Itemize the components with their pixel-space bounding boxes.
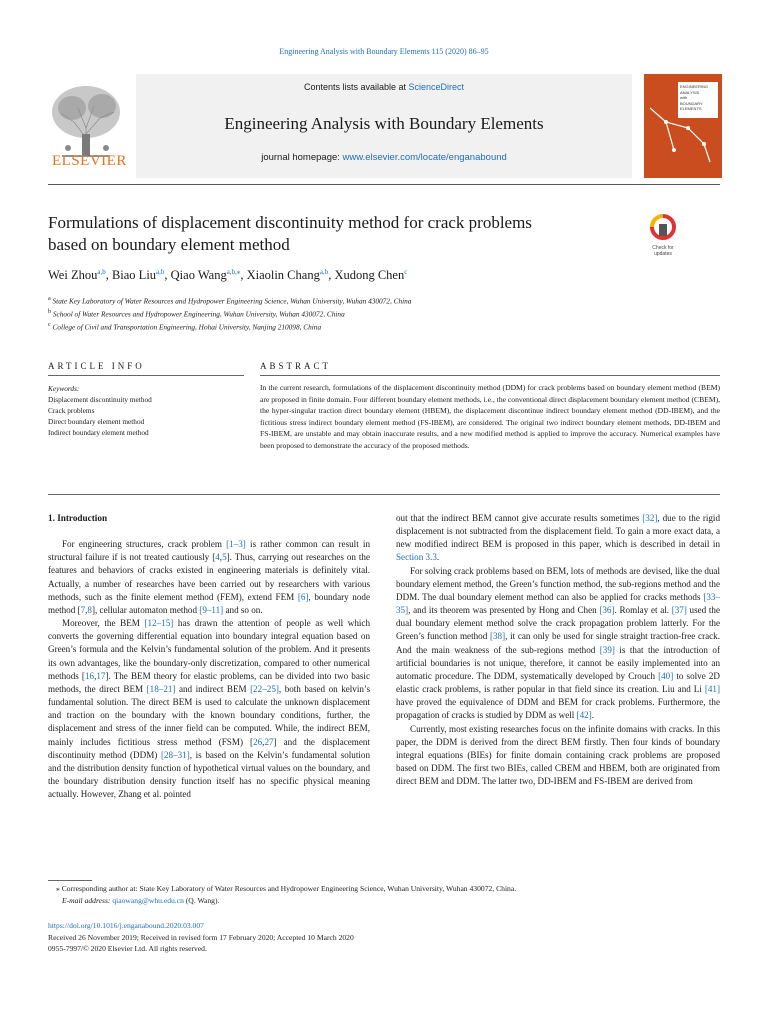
citation-link[interactable]: [37] — [671, 605, 687, 616]
author-separator: , — [328, 268, 335, 283]
contents-line — [136, 82, 632, 92]
body-paragraph — [396, 565, 720, 723]
author-email-link[interactable]: qiaowang@whu.edu.cn — [112, 895, 184, 905]
body-text: , due to the rigid displacement is not subtracted from the displacement field. To gain a more exact data, a new modified indirect BEM is proposed in this paper, which is described in detail in — [396, 513, 720, 550]
author-separator: , — [164, 268, 171, 283]
cover-title-line: ANALYSIS — [680, 89, 700, 95]
body-text: and so on. — [223, 604, 263, 615]
author-separator: , — [240, 268, 247, 283]
citation-link[interactable]: [40] — [658, 670, 674, 681]
body-text: out that the indirect BEM cannot give accurate results sometimes — [396, 513, 643, 523]
body-text: ] and the displacement discontinuity method (DDM) — [48, 736, 370, 760]
body-text: . — [436, 552, 440, 563]
keyword-item: Displacement discontinuity method — [48, 395, 152, 404]
citation-link[interactable]: [1–3] — [226, 539, 246, 550]
journal-homepage-line — [136, 152, 632, 163]
author-name[interactable]: Wei Zhou — [48, 268, 98, 283]
body-text: For engineering structures, crack problem — [62, 539, 227, 550]
sciencedirect-link[interactable]: ScienceDirect — [408, 82, 465, 92]
body-paragraph — [396, 512, 720, 565]
footnote-rule — [48, 880, 92, 881]
body-text: , — [85, 604, 88, 615]
email-suffix: (Q. Wang). — [183, 895, 220, 905]
body-text: . — [591, 710, 595, 721]
citation-link[interactable]: 4 — [215, 552, 220, 563]
citation-link[interactable]: 8 — [87, 604, 92, 615]
cover-title-line: with — [680, 95, 688, 100]
body-text: ], cellular automaton method — [91, 604, 200, 615]
citation-link[interactable]: [22–25] — [250, 683, 279, 694]
cover-graphic-icon — [644, 74, 722, 178]
journal-banner — [136, 74, 632, 178]
citation-link[interactable]: [41] — [704, 684, 720, 695]
citation-link[interactable]: [18–21] — [146, 683, 176, 694]
author-name[interactable]: Biao Liu — [111, 268, 157, 283]
abstract-heading: ABSTRACT — [260, 361, 332, 371]
masthead — [48, 74, 722, 178]
citation-link[interactable]: 16 — [84, 670, 95, 681]
body-text: , — [219, 552, 223, 563]
citation-link[interactable]: 7 — [80, 604, 86, 615]
body-text: has drawn the attention of people as well which converts the governing differential equation into boundary integral equation based on Green’s formula and the Kelvin’s fundamental solution of the problem. And it presents its own advantages, like the boundary-only discretization, compared to other numerical methods [ — [48, 618, 370, 681]
issn-copyright: 0955-7997/© 2020 Elsevier Ltd. All rights reserved. — [48, 944, 207, 953]
journal-title: Engineering Analysis with Boundary Elements — [224, 114, 544, 133]
body-text: is rather common can result in structural failure if is not treated cautiously [ — [48, 539, 370, 563]
body-paragraph — [48, 617, 370, 801]
body-text: ]. Thus, carrying out researches on the features and behaviors of cracks existed in engineering materials is definitely vital. Actually, a number of researches have been carried out by researchers with various methods, such as the finite element method (FEM), extend FEM — [48, 552, 370, 602]
author-separator: , — [105, 268, 112, 283]
body-text: to solve 2D elastic crack problems, is rather popular in that field since its creation. Liu and Li — [396, 670, 720, 695]
article-info-rule — [48, 375, 244, 376]
right-column — [396, 512, 720, 788]
affiliation-text: State Key Laboratory of Water Resources and Hydropower Engineering Science, Wuhan University, Wuhan 430072, China — [50, 296, 412, 306]
citation-link[interactable]: [38] — [489, 631, 506, 642]
article-title-line-2: based on boundary element method — [48, 235, 290, 254]
author-affiliation-mark[interactable]: a,b — [156, 268, 165, 276]
keywords-label: Keywords: — [48, 384, 80, 393]
corresponding-author-footnote — [48, 883, 720, 906]
citation-link[interactable]: 26 — [253, 736, 263, 747]
article-info-heading: ARTICLE INFO — [48, 361, 145, 371]
keyword-item: Direct boundary element method — [48, 417, 145, 426]
affiliation-mark: c — [48, 321, 51, 328]
body-text: , boundary node method [ — [48, 591, 370, 615]
journal-homepage-link[interactable]: www.elsevier.com/locate/enganabound — [342, 152, 507, 163]
body-text: . Romlay et al. — [614, 605, 672, 616]
abstract-rule — [260, 375, 720, 376]
affiliation-text: College of Civil and Transportation Engineering, Hohai University, Nanjing 210098, China — [50, 322, 322, 332]
body-text: used the dual boundary element method solve the crack propagation problem latterly. For the Green’s function method — [396, 605, 721, 642]
abstract-bottom-rule — [48, 494, 720, 495]
doi-link[interactable]: https://doi.org/10.1016/j.enganabound.2020.03.007 — [48, 921, 204, 930]
keyword-item: Indirect boundary element method — [48, 428, 149, 437]
body-text: For solving crack problems based on BEM, lots of methods are devised, like the dual boundary element method, the Green’s function method, the sub-regions method and the DDM. The dual boundary element method can also be applied for cracks methods — [396, 565, 720, 602]
citation-link[interactable]: 5 — [222, 552, 227, 563]
homepage-prefix: journal homepage: — [261, 152, 343, 163]
check-for-updates-icon — [646, 214, 680, 240]
body-text: have proved the equivalence of DDM and BEM for crack problems. Furthermore, the propagation of cracks is studied by DDM as well — [396, 697, 720, 721]
abstract-text: In the current research, formulations of the displacement discontinuity method (DDM) for crack problems based on boundary element method (BEM) are proposed in finite domain. Four different boundary element methods, i.e., the conventional direct displacement boundary element method (CBEM), the hyper-singular traction direct boundary element (HBEM), the displacement discontinue indirect boundary element method (DD-IBEM), and the fictitious stress indirect boundary element method (FS-IBEM), are considered. The original two indirect boundary element methods, DD-IBEM and FS-IBEM, are unstable and may obtain inaccurate results, and a new modified method is applied to improve the accuracy. Numerical examples have been proposed to demonstrate the accuracy of the proposed methods. — [260, 383, 720, 450]
body-text: , and its theorem was presented by Hong and Chen — [408, 605, 600, 616]
body-paragraph — [48, 538, 370, 617]
citation-link[interactable]: [12–15] — [144, 618, 174, 629]
elsevier-wordmark: ELSEVIER — [52, 153, 127, 169]
body-text: Moreover, the BEM — [62, 618, 145, 629]
email-label: E-mail address: — [62, 895, 113, 905]
citation-link[interactable]: Section 3.3 — [396, 552, 437, 563]
author-affiliation-mark[interactable]: a,b — [319, 268, 329, 276]
affiliation-mark: a — [48, 296, 51, 302]
body-text: , both based on kelvin’s fundamental solution. The direct BEM is used to calculate the unknown displacement and traction on the boundary with the known boundary conditions, further, the displacement and stress of the inner field can be computed. While, the indirect BEM, mainly includes fictitious stress method (FSM) [ — [48, 683, 370, 747]
article-title-line-1: Formulations of displacement discontinuity method for crack problems — [48, 213, 532, 232]
body-text: ]. The BEM theory for elastic problems, can be divided into two basic methods, the direct BEM — [48, 670, 370, 694]
check-for-updates-button[interactable] — [646, 214, 680, 258]
cover-title-line: ENGINEERING — [680, 84, 709, 89]
cover-title-line: BOUNDARY — [680, 100, 703, 106]
article-metadata-footer — [48, 920, 720, 955]
check-updates-line-1: Check for — [652, 245, 674, 251]
section-heading-introduction: 1. Introduction — [48, 513, 108, 523]
citation-link[interactable]: [36] — [599, 605, 615, 616]
keywords-block — [48, 383, 152, 438]
body-paragraph — [396, 723, 720, 789]
author-name[interactable]: Xiaolin Chang — [246, 268, 320, 283]
masthead-rule — [48, 184, 720, 185]
citation-link[interactable]: [6] — [297, 591, 309, 602]
affiliation-mark: b — [48, 308, 52, 315]
citation-link[interactable]: 27 — [264, 736, 274, 747]
citation-link[interactable]: [33–35] — [396, 591, 720, 616]
affiliation-list — [48, 294, 411, 333]
affiliation-text: School of Water Resources and Hydropower Engineering, Wuhan University, Wuhan 430072, China — [51, 309, 345, 319]
citation-link[interactable]: [28–31] — [160, 749, 190, 760]
received-dates: Received 26 November 2019; Received in revised form 17 February 2020; Accepted 10 March 2020 — [48, 932, 354, 942]
affiliation-item — [48, 294, 411, 307]
body-text: is that the introduction of artificial boundaries is not unique, therefore, it cannot be easily implemented into an automatic procedure. The DDM, systematically developed by Crouch — [396, 644, 720, 681]
citation-link[interactable]: [42] — [576, 710, 592, 721]
affiliation-item — [48, 307, 411, 320]
author-affiliation-mark[interactable]: a,b,⁎ — [226, 268, 241, 276]
body-text: , it can only be used for single straight traction-free crack. And the main weakness of the sub-regions method — [396, 631, 720, 655]
citation-link[interactable]: [9–11] — [199, 604, 224, 615]
affiliation-item — [48, 320, 411, 333]
author-affiliation-mark[interactable]: a,b — [97, 268, 106, 276]
cover-title-line: ELEMENTS — [680, 106, 702, 111]
body-text: Currently, most existing researches focus on the infinite domains with cracks. In this paper, the DDM is derived from the direct BEM firstly. Then four kinds of boundary integral equations (BIEs) for finite domain containing crack problems are proposed based on DDM. The first two BIEs, called CBEM and HBEM, both are originated from direct BEM and DDM. The latter two, DD-IBEM and FS-IBEM are derived from — [396, 723, 720, 787]
author-name[interactable]: Xudong Chen — [334, 268, 405, 283]
citation-link[interactable]: [39] — [599, 644, 615, 655]
author-name[interactable]: Qiao Wang — [170, 268, 227, 283]
citation-link[interactable]: [32] — [642, 513, 658, 523]
article-title — [48, 212, 608, 256]
keyword-item: Crack problems — [48, 406, 95, 415]
body-text: and indirect BEM — [175, 683, 251, 694]
contents-prefix: Contents lists available at — [303, 82, 409, 92]
journal-cover-thumbnail — [644, 74, 722, 178]
corresponding-text: Corresponding author at: State Key Laboratory of Water Resources and Hydropower Engineering Science, Wuhan University, Wuhan 430072, China. — [59, 884, 517, 893]
body-text: , is based on the Kelvin’s fundamental solution and the distribution density function of hypothetical virtual values on the boundary, and the boundary distribution density function itself has no specific physical meaning actually. However, Zhang et al. pointed — [48, 749, 370, 800]
corresponding-mark: ⁎ — [56, 884, 60, 893]
author-list — [48, 268, 407, 283]
body-text: , — [262, 736, 265, 747]
body-text: , — [94, 670, 97, 681]
author-affiliation-mark[interactable]: c — [404, 268, 408, 276]
check-updates-line-2: updates — [654, 251, 672, 257]
journal-reference-link[interactable]: Engineering Analysis with Boundary Elements 115 (2020) 86–95 — [279, 47, 489, 56]
left-column — [48, 512, 370, 801]
citation-link[interactable]: 17 — [96, 670, 106, 681]
